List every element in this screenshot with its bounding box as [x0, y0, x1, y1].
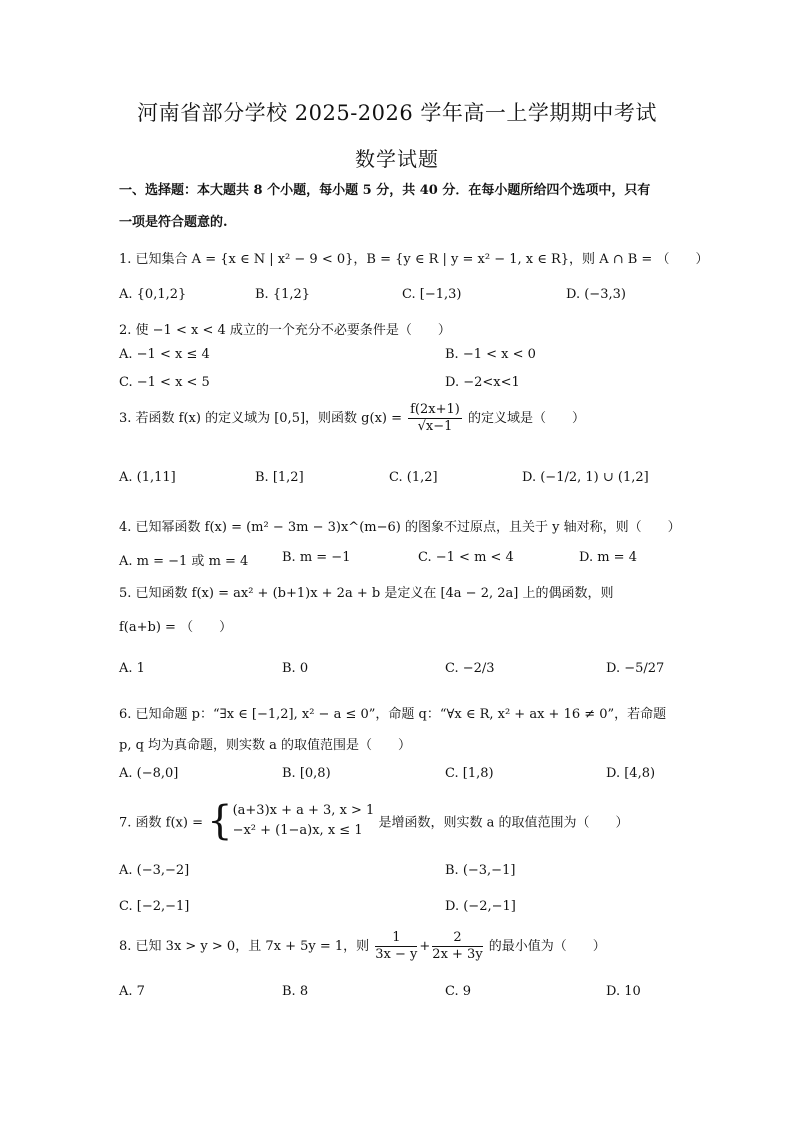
- question-6-option-a: A. (−8,0]: [119, 766, 179, 781]
- question-5-option-c: C. −2/3: [445, 661, 495, 676]
- question-7-option-a: A. (−3,−2]: [119, 863, 190, 878]
- question-2-option-b: B. −1 < x < 0: [445, 347, 536, 362]
- question-2-option-c: C. −1 < x < 5: [119, 375, 210, 390]
- question-3-stem-a: 3. 若函数 f(x) 的定义域为 [0,5]，则函数 g(x) =: [119, 411, 407, 426]
- question-7-brace: {: [207, 798, 233, 844]
- question-3-fraction: [408, 402, 462, 435]
- question-5-stem-line2: f(a+b) = （ ）: [119, 620, 233, 635]
- question-4-stem: 4. 已知幂函数 f(x) = (m² − 3m − 3)x^(m−6) 的图象不过原点，且关于 y 轴对称，则（ ）: [119, 520, 681, 535]
- question-1-option-a: A. {0,1,2}: [119, 287, 187, 302]
- question-8-stem-b: 的最小值为（ ）: [484, 939, 606, 954]
- question-8-fraction-2: [432, 930, 482, 963]
- question-8-option-a: A. 7: [119, 984, 145, 999]
- question-8-fraction-1-denominator: 3x − y: [375, 947, 418, 962]
- question-3-option-c: C. (1,2]: [389, 470, 438, 485]
- question-7-case-1: (a+3)x + a + 3, x > 1: [232, 803, 375, 818]
- question-7-stem: [119, 798, 628, 844]
- question-3-option-d: D. (−1/2, 1) ∪ (1,2]: [522, 470, 649, 485]
- section-heading-line2: 一项是符合题意的.: [119, 215, 228, 230]
- question-7-stem-a: 7. 函数 f(x) =: [119, 815, 208, 831]
- question-8-option-d: D. 10: [606, 984, 641, 999]
- question-6-option-b: B. [0,8): [282, 766, 331, 781]
- question-2-stem: 2. 使 −1 < x < 4 成立的一个充分不必要条件是（ ）: [119, 323, 451, 338]
- question-4-option-d: D. m = 4: [579, 550, 637, 565]
- question-2-option-d: D. −2<x<1: [445, 375, 520, 390]
- question-8-stem-a: 8. 已知 3x > y > 0，且 7x + 5y = 1，则: [119, 939, 374, 954]
- question-5-option-a: A. 1: [119, 661, 145, 676]
- page-subtitle: 数学试题: [355, 147, 439, 171]
- question-6-stem-line2: p, q 均为真命题，则实数 a 的取值范围是（ ）: [119, 738, 412, 753]
- question-7-option-b: B. (−3,−1]: [445, 863, 516, 878]
- question-3-stem: [119, 402, 585, 435]
- question-1-option-d: D. (−3,3): [566, 287, 626, 302]
- question-5-option-b: B. 0: [282, 661, 309, 676]
- question-7-option-d: D. (−2,−1]: [445, 899, 516, 914]
- question-8-stem: [119, 930, 606, 963]
- question-6-stem: 6. 已知命题 p：“∃x ∈ [−1,2], x² − a ≤ 0”，命题 q：“∀x ∈ R, x² + ax + 16 ≠ 0”，若命题: [119, 707, 667, 722]
- question-8-fraction-2-denominator: 2x + 3y: [432, 947, 483, 962]
- question-7-cases: [233, 801, 375, 841]
- question-1-option-c: C. [−1,3): [402, 287, 462, 302]
- question-7-case-2: −x² + (1−a)x, x ≤ 1: [232, 823, 363, 838]
- question-5-option-d: D. −5/27: [606, 661, 665, 676]
- question-1-option-b: B. {1,2}: [255, 287, 311, 302]
- question-3-option-a: A. (1,11]: [119, 470, 176, 485]
- question-4-option-a: A. m = −1 或 m = 4: [119, 554, 249, 569]
- question-8-fraction-1-numerator: 1: [375, 930, 417, 947]
- question-7-option-c: C. [−2,−1]: [119, 899, 190, 914]
- question-3-stem-b: 的定义域是（ ）: [463, 411, 585, 426]
- question-5-stem: 5. 已知函数 f(x) = ax² + (b+1)x + 2a + b 是定义在 [4a − 2, 2a] 上的偶函数，则: [119, 586, 614, 601]
- question-4-option-c: C. −1 < m < 4: [418, 550, 514, 565]
- question-8-option-c: C. 9: [445, 984, 472, 999]
- question-6-option-d: D. [4,8): [606, 766, 656, 781]
- question-3-fraction-numerator: f(2x+1): [410, 402, 460, 417]
- section-heading-line1: 一、选择题：本大题共 8 个小题，每小题 5 分，共 40 分．在每小题所给四个选项中，只有: [119, 183, 651, 198]
- page-title: 河南省部分学校 2025-2026 学年高一上学期期中考试: [137, 101, 657, 125]
- question-3-fraction-denominator: √x−1: [417, 419, 453, 434]
- question-6-option-c: C. [1,8): [445, 766, 494, 781]
- question-3-option-b: B. [1,2]: [255, 470, 304, 485]
- question-7-stem-b: 是增函数，则实数 a 的取值范围为（ ）: [374, 815, 629, 831]
- question-8-fraction-1: [375, 930, 417, 963]
- question-8-fraction-2-numerator: 2: [432, 930, 482, 947]
- question-1-stem: 1. 已知集合 A = {x ∈ N | x² − 9 < 0}，B = {y ∈ R | y = x² − 1, x ∈ R}，则 A ∩ B = （ ）: [119, 252, 709, 267]
- question-4-option-b: B. m = −1: [282, 550, 351, 565]
- question-8-option-b: B. 8: [282, 984, 309, 999]
- question-2-option-a: A. −1 < x ≤ 4: [119, 347, 210, 362]
- question-8-plus: +: [419, 939, 431, 954]
